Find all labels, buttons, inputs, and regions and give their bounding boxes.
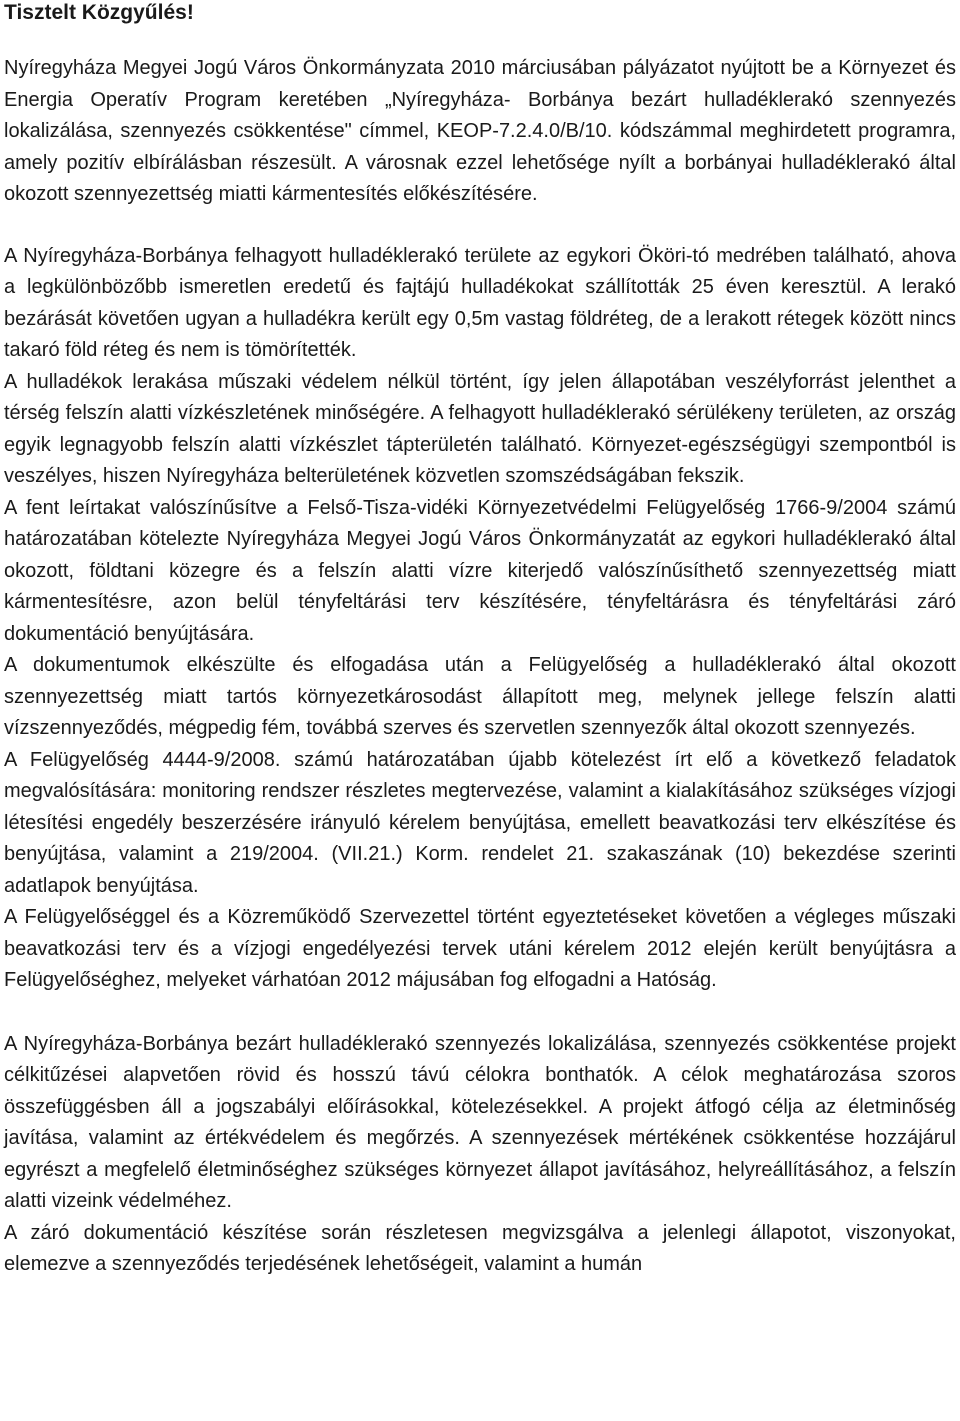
paragraph-approval: A Felügyelőséggel és a Közreműködő Szervezettel történt egyeztetéseket követően a végleges műszaki beavatkozási terv és a vízjogi engedélyezési tervek utáni kérelem 2012 elején került benyújtásra a Felügyelőséghez, melyeket várhatóan 2012 májusában fog elfogadni a Hatóság.	[4, 906, 956, 991]
paragraph-obligation-2004: A fent leírtakat valószínűsítve a Felső-Tisza-vidéki Környezetvédelmi Felügyelőség 1766-9/2004 számú határozatában kötelezte Nyíregyháza Megyei Jogú Város Önkormányzatát az egykori hulladéklerakó által okozott, földtani közegre és a felszín alatti vízre kiterjedő valószínűsíthető szennyezettség miatt kármentesítésre, azon belül tényfeltárási terv készítésére, tényfeltárásra és tényfeltárási záró dokumentáció benyújtására.	[4, 496, 956, 645]
paragraph-obligation-2008: A Felügyelőség 4444-9/2008. számú határozatában újabb kötelezést írt elő a következő feladatok megvalósítására: monitoring rendszer részletes megtervezése, valamint a kialakításához szükséges vízjogi létesítési engedély beszerzésére irányuló kérelem benyújtása, emellett beavatkozási terv elkészítése és benyújtása, valamint a 219/2004. (VII.21.) Korm. rendelet 21. szakaszának (10) bekezdése szerinti adatlapok benyújtása.	[4, 748, 956, 897]
paragraph-site-history: A Nyíregyháza-Borbánya felhagyott hulladéklerakó területe az egykori Ököri-tó medrében található, ahova a legkülönbözőbb ismeretlen eredetű és fajtájú hulladékokat szállították 25 éven keresztül. A lerakó bezárását követően ugyan a hulladékra került egy 0,5m vastag földréteg, de a lerakott rétegek között nincs takaró föld réteg és nem is tömörítették.	[4, 244, 956, 361]
document-page	[4, 0, 956, 1281]
greeting-heading: Tisztelt Közgyűlés!	[4, 1, 194, 24]
paragraph-application: Nyíregyháza Megyei Jogú Város Önkormányzata 2010 márciusában pályázatot nyújtott be a Környezet és Energia Operatív Program keretében „Nyíregyháza- Borbánya bezárt hulladéklerakó szennyezés lokalizálása, szennyezés csökkentése" címmel, KEOP-7.2.4.0/B/10. kódszámmal meghirdetett programra, amely pozitív elbírálásban részesült. A városnak ezzel lehetősége nyílt a borbányai hulladéklerakó által okozott szennyezettség miatti kármentesítés előkészítésére.	[4, 57, 956, 205]
paragraph-project-goals: A Nyíregyháza-Borbánya bezárt hulladéklerakó szennyezés lokalizálása, szennyezés csökkentése projekt célkitűzései alapvetően rövid és hosszú távú célokra bonthatók. A célok meghatározása szoros összefüggésben áll a jogszabályi előírásokkal, kötelezésekkel. A projekt átfogó célja az életminőség javítása, valamint az értékvédelem és megőrzés. A szennyezések mértékének csökkentése hozzájárul egyrészt a megfelelő életminőséghez szükséges környezet állapot javításához, helyreállításához, a felszín alatti vizeink védelméhez.	[4, 1032, 956, 1212]
paragraph-closing-documentation: A záró dokumentáció készítése során részletesen megvizsgálva a jelenlegi állapotot, viszonyokat, elemezve a szennyeződés terjedésének lehetőségeit, valamint a humán	[4, 1221, 956, 1275]
paragraph-risk: A hulladékok lerakása műszaki védelem nélkül történt, így jelen állapotában veszélyforrást jelenthet a térség felszín alatti vízkészletének minőségére. A felhagyott hulladéklerakó sérülékeny területen, az ország egyik legnagyobb felszín alatti vízkészlet tápterületén található. Környezet-egészségügyi szempontból is veszélyes, hiszen Nyíregyháza belterületének közvetlen szomszédságában fekszik.	[4, 370, 956, 487]
paragraph-findings: A dokumentumok elkészülte és elfogadása után a Felügyelőség a hulladéklerakó által okozott szennyezettség miatt tartós környezetkárosodást állapított meg, melynek jellege felszín alatti vízszennyeződés, mégpedig fém, továbbá szerves és szervetlen szennyezők által okozott szennyezés.	[4, 654, 956, 739]
